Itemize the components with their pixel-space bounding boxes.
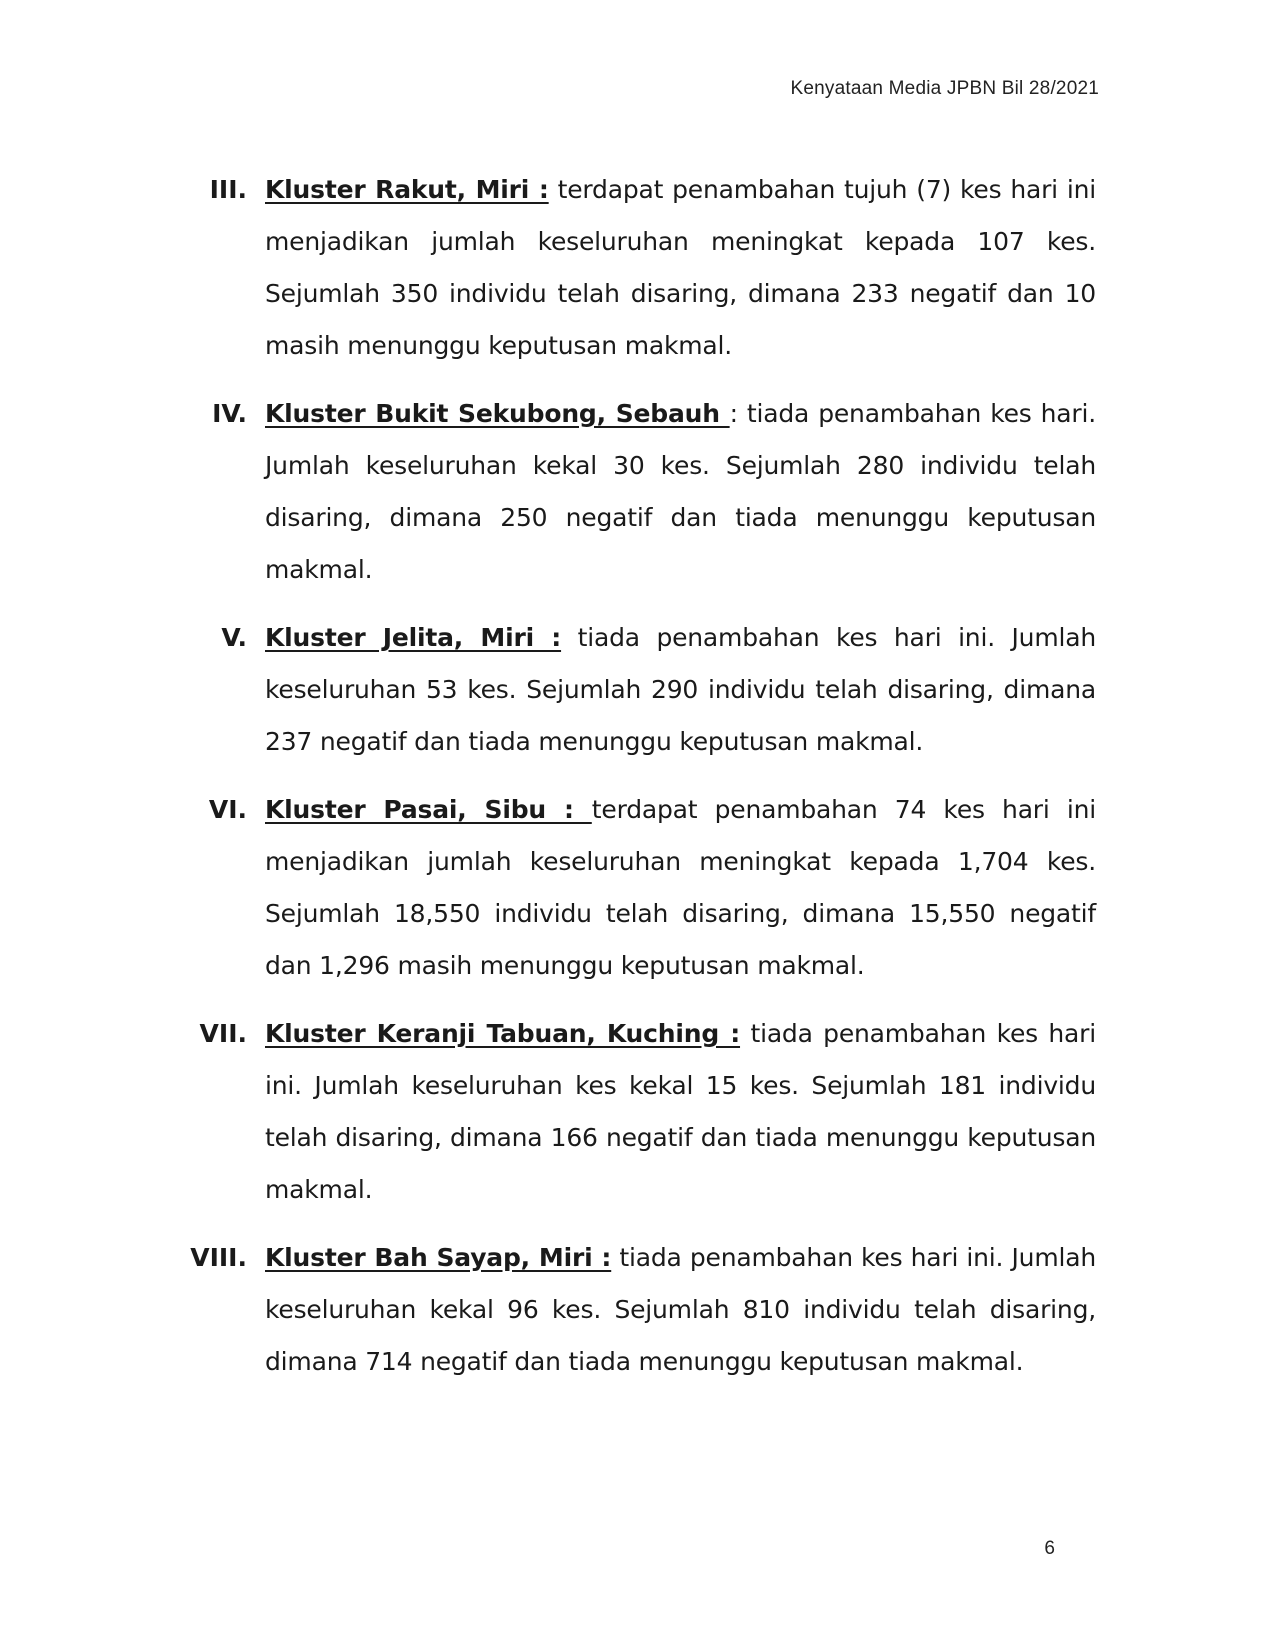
cluster-name: Kluster Jelita, Miri : xyxy=(265,623,562,652)
item-body xyxy=(265,1008,1096,1216)
item-body xyxy=(265,612,1096,768)
item-numeral: IV. xyxy=(212,399,247,428)
item-text: terdapat penambahan tujuh (7) kes hari ini menjadikan jumlah keseluruhan meningkat kepada 107 kes. Sejumlah 350 individu telah disaring, dimana 233 negatif dan 10 masih menunggu keputusan makmal. xyxy=(265,175,1096,360)
list-item xyxy=(150,784,1096,992)
item-text: tiada penambahan kes hari ini. Jumlah keseluruhan kes kekal 15 kes. Sejumlah 181 individu telah disaring, dimana 166 negatif dan tiada menunggu keputusan makmal. xyxy=(265,1019,1096,1204)
item-numeral: V. xyxy=(221,623,247,652)
item-body xyxy=(265,164,1096,372)
cluster-name: Kluster Keranji Tabuan, Kuching : xyxy=(265,1019,741,1048)
page-number: 6 xyxy=(1044,1538,1055,1559)
item-body xyxy=(265,388,1096,596)
item-numeral: III. xyxy=(209,175,247,204)
item-text: : tiada penambahan kes hari. Jumlah keseluruhan kekal 30 kes. Sejumlah 280 individu telah disaring, dimana 250 negatif dan tiada menunggu keputusan makmal. xyxy=(265,399,1096,584)
item-numeral: VII. xyxy=(199,1019,247,1048)
list-item xyxy=(150,164,1096,372)
list-item xyxy=(150,1232,1096,1388)
list-item xyxy=(150,612,1096,768)
item-body xyxy=(265,784,1096,992)
item-numeral: VI. xyxy=(208,795,247,824)
item-text: terdapat penambahan 74 kes hari ini menjadikan jumlah keseluruhan meningkat kepada 1,704 kes. Sejumlah 18,550 individu telah disaring, dimana 15,550 negatif dan 1,296 masih menunggu keputusan makmal. xyxy=(265,795,1096,980)
item-numeral: VIII. xyxy=(190,1243,247,1272)
cluster-name: Kluster Bukit Sekubong, Sebauh xyxy=(265,399,730,428)
list-item xyxy=(150,1008,1096,1216)
page-header: Kenyataan Media JPBN Bil 28/2021 xyxy=(790,78,1099,99)
item-body xyxy=(265,1232,1096,1388)
cluster-name: Kluster Pasai, Sibu : xyxy=(265,795,592,824)
cluster-list xyxy=(150,164,1096,1404)
cluster-name: Kluster Bah Sayap, Miri : xyxy=(265,1243,612,1272)
item-text: tiada penambahan kes hari ini. Jumlah keseluruhan kekal 96 kes. Sejumlah 810 individu telah disaring, dimana 714 negatif dan tiada menunggu keputusan makmal. xyxy=(265,1243,1096,1376)
item-text: tiada penambahan kes hari ini. Jumlah keseluruhan 53 kes. Sejumlah 290 individu telah disaring, dimana 237 negatif dan tiada menunggu keputusan makmal. xyxy=(265,623,1096,756)
cluster-name: Kluster Rakut, Miri : xyxy=(265,175,549,204)
list-item xyxy=(150,388,1096,596)
